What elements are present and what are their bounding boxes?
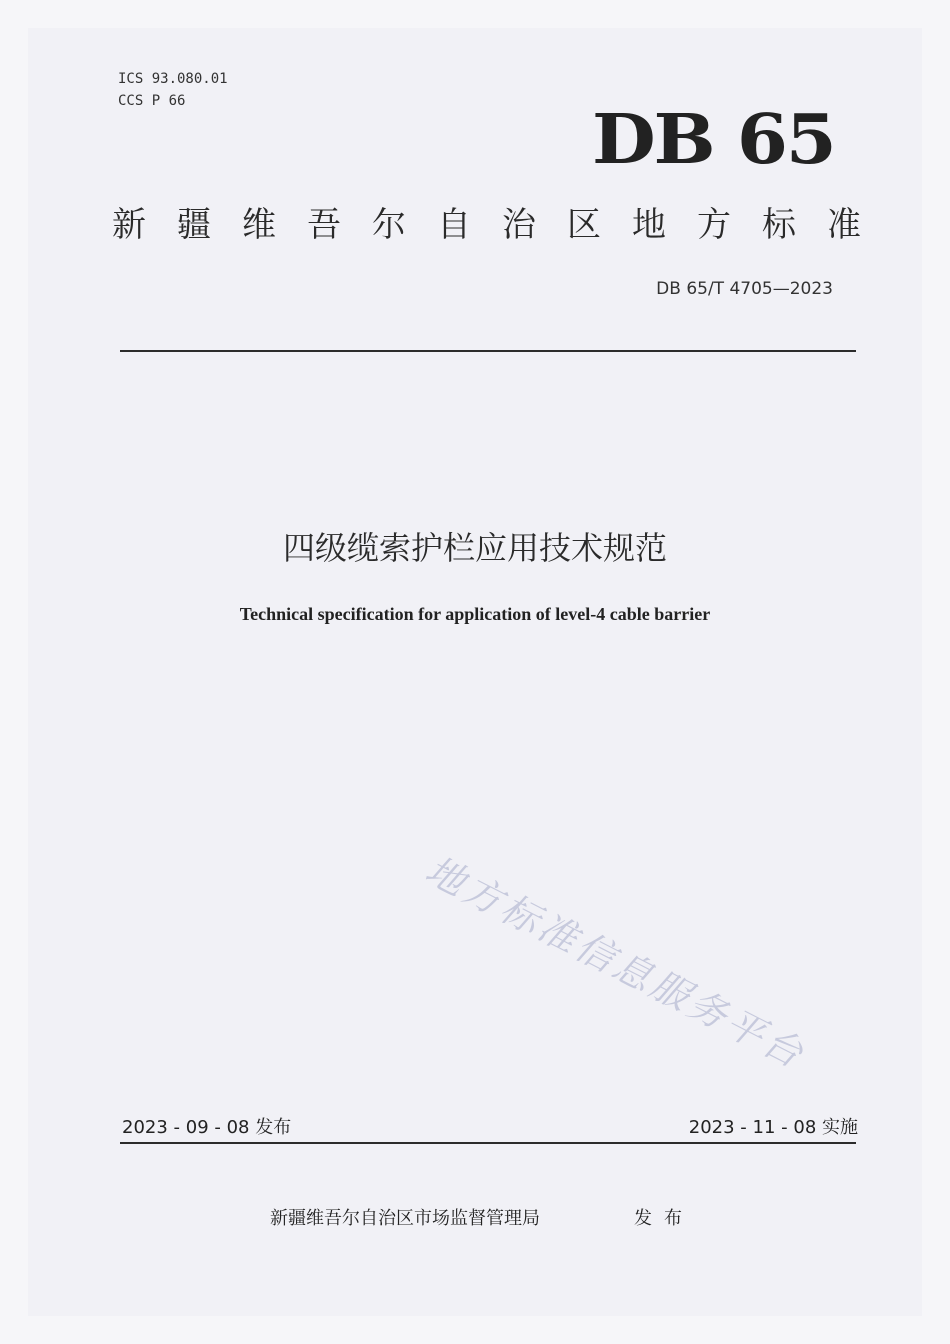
issuing-authority: 新疆维吾尔自治区市场监督管理局 <box>270 1208 540 1229</box>
ccs-code: CCS P 66 <box>118 93 186 109</box>
bottom-divider <box>120 1142 856 1144</box>
standard-code: DB 65/T 4705—2023 <box>656 279 833 299</box>
document-title-en: Technical specification for application of level-4 cable barrier <box>239 604 711 624</box>
classification-codes <box>118 68 228 112</box>
watermark-text: 地方标准信息服务平台 <box>418 847 813 1078</box>
publish-date: 2023 - 09 - 08 发布 <box>122 1117 292 1138</box>
top-divider <box>120 350 856 352</box>
issue-label: 发布 <box>634 1208 694 1229</box>
implement-date: 2023 - 11 - 08 实施 <box>688 1117 858 1138</box>
db-logo: DB 65 <box>592 100 835 180</box>
document-title-cn: 四级缆索护栏应用技术规范 <box>282 529 667 567</box>
standard-category-title: 新疆维吾尔自治区地方标准 <box>112 205 892 245</box>
ics-code: ICS 93.080.01 <box>118 71 228 87</box>
